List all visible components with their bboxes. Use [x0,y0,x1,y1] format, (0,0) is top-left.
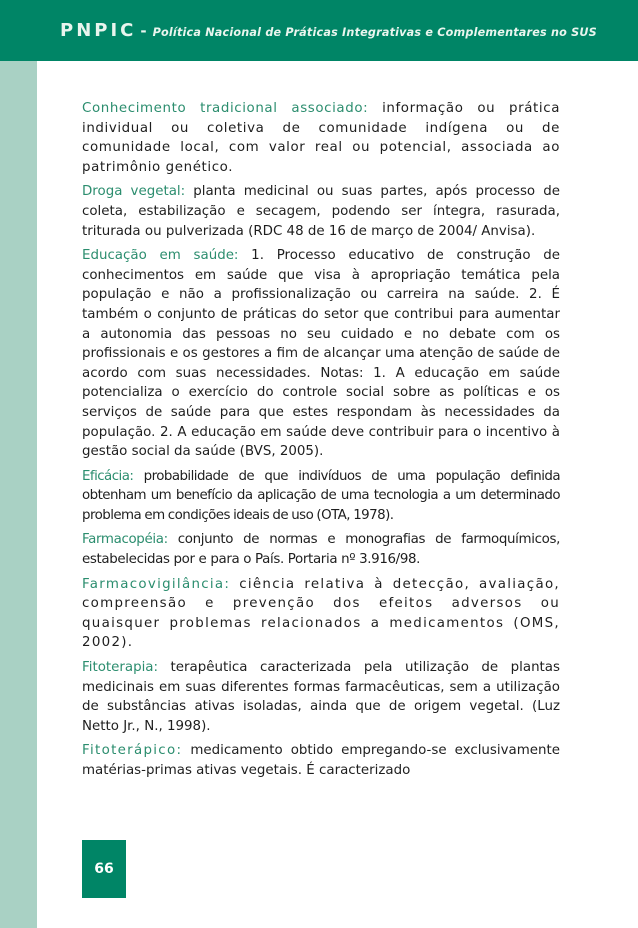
glossary-definition: ciência relativa à detecção, avaliação, compreensão e prevenção dos efeitos adversos ou quaisquer problemas relacionados a medicamentos (OMS, 2002). [82,576,560,651]
page-number: 66 [82,840,126,898]
glossary-entry [82,658,560,736]
header-subtitle: Política Nacional de Práticas Integrativas e Complementares no SUS [152,26,597,39]
glossary-term: Farmacopéia: [82,532,168,548]
page-header [0,0,638,61]
glossary-term: Eficácia: [82,468,134,484]
glossary-definition: 1. Processo educativo de construção de conhecimentos em saúde que visa à apropriação temática pela população e não a profissionalização ou carreira na saúde. 2. É também o conjunto de práticas do setor que contribui para aumentar a autonomia das pessoas no seu cuidado e no debate com os profissionais e os gestores a fim de alcançar uma atenção de saúde de acordo com suas necessidades. Notas: 1. A educação em saúde potencializa o exercício do controle social sobre as políticas e os serviços de saúde para que estes respondam às necessidades da população. 2. A educação em saúde deve contribuir para o incentivo à gestão social da saúde (BVS, 2005). [82,248,560,460]
glossary-body [82,99,560,786]
glossary-entry [82,467,560,526]
glossary-definition: probabilidade de que indivíduos de uma população definida obtenham um benefício da aplicação de uma tecnologia a um determinado problema em condições ideais de uso (OTA, 1978). [82,468,560,523]
left-margin-band [0,0,37,928]
glossary-definition: medicamento obtido empregando-se exclusivamente matérias-primas ativas vegetais. É caracterizado [82,743,560,778]
glossary-entry [82,530,560,569]
glossary-term: Farmacovigilância: [82,576,231,592]
glossary-term: Educação em saúde: [82,248,239,264]
glossary-entry [82,741,560,780]
glossary-term: Fitoterápico: [82,743,183,759]
running-header [60,20,597,41]
glossary-term: Conhecimento tradicional associado: [82,101,369,116]
glossary-term: Droga vegetal: [82,184,186,200]
header-brand: PNPIC [60,20,137,41]
glossary-entry [82,575,560,653]
glossary-entry [82,182,560,241]
glossary-entry [82,99,560,177]
glossary-entry [82,246,560,462]
glossary-definition: planta medicinal ou suas partes, após processo de coleta, estabilização e secagem, podendo ser íntegra, rasurada, triturada ou pulverizada (RDC 48 de 16 de março de 2004/ Anvisa). [82,184,560,239]
glossary-definition: informação ou prática individual ou coletiva de comunidade indígena ou de comunidade local, com valor real ou potencial, associada ao patrimônio genético. [82,101,560,175]
glossary-definition: terapêutica caracterizada pela utilização de plantas medicinais em suas diferentes formas farmacêuticas, sem a utilização de substâncias ativas isoladas, ainda que de origem vegetal. (Luz Netto Jr., N., 1998). [82,660,560,734]
glossary-term: Fitoterapia: [82,660,159,676]
glossary-definition: conjunto de normas e monografias de farmoquímicos, estabelecidas por e para o País. Portaria nº 3.916/98. [82,532,560,568]
header-separator: - [140,22,147,40]
